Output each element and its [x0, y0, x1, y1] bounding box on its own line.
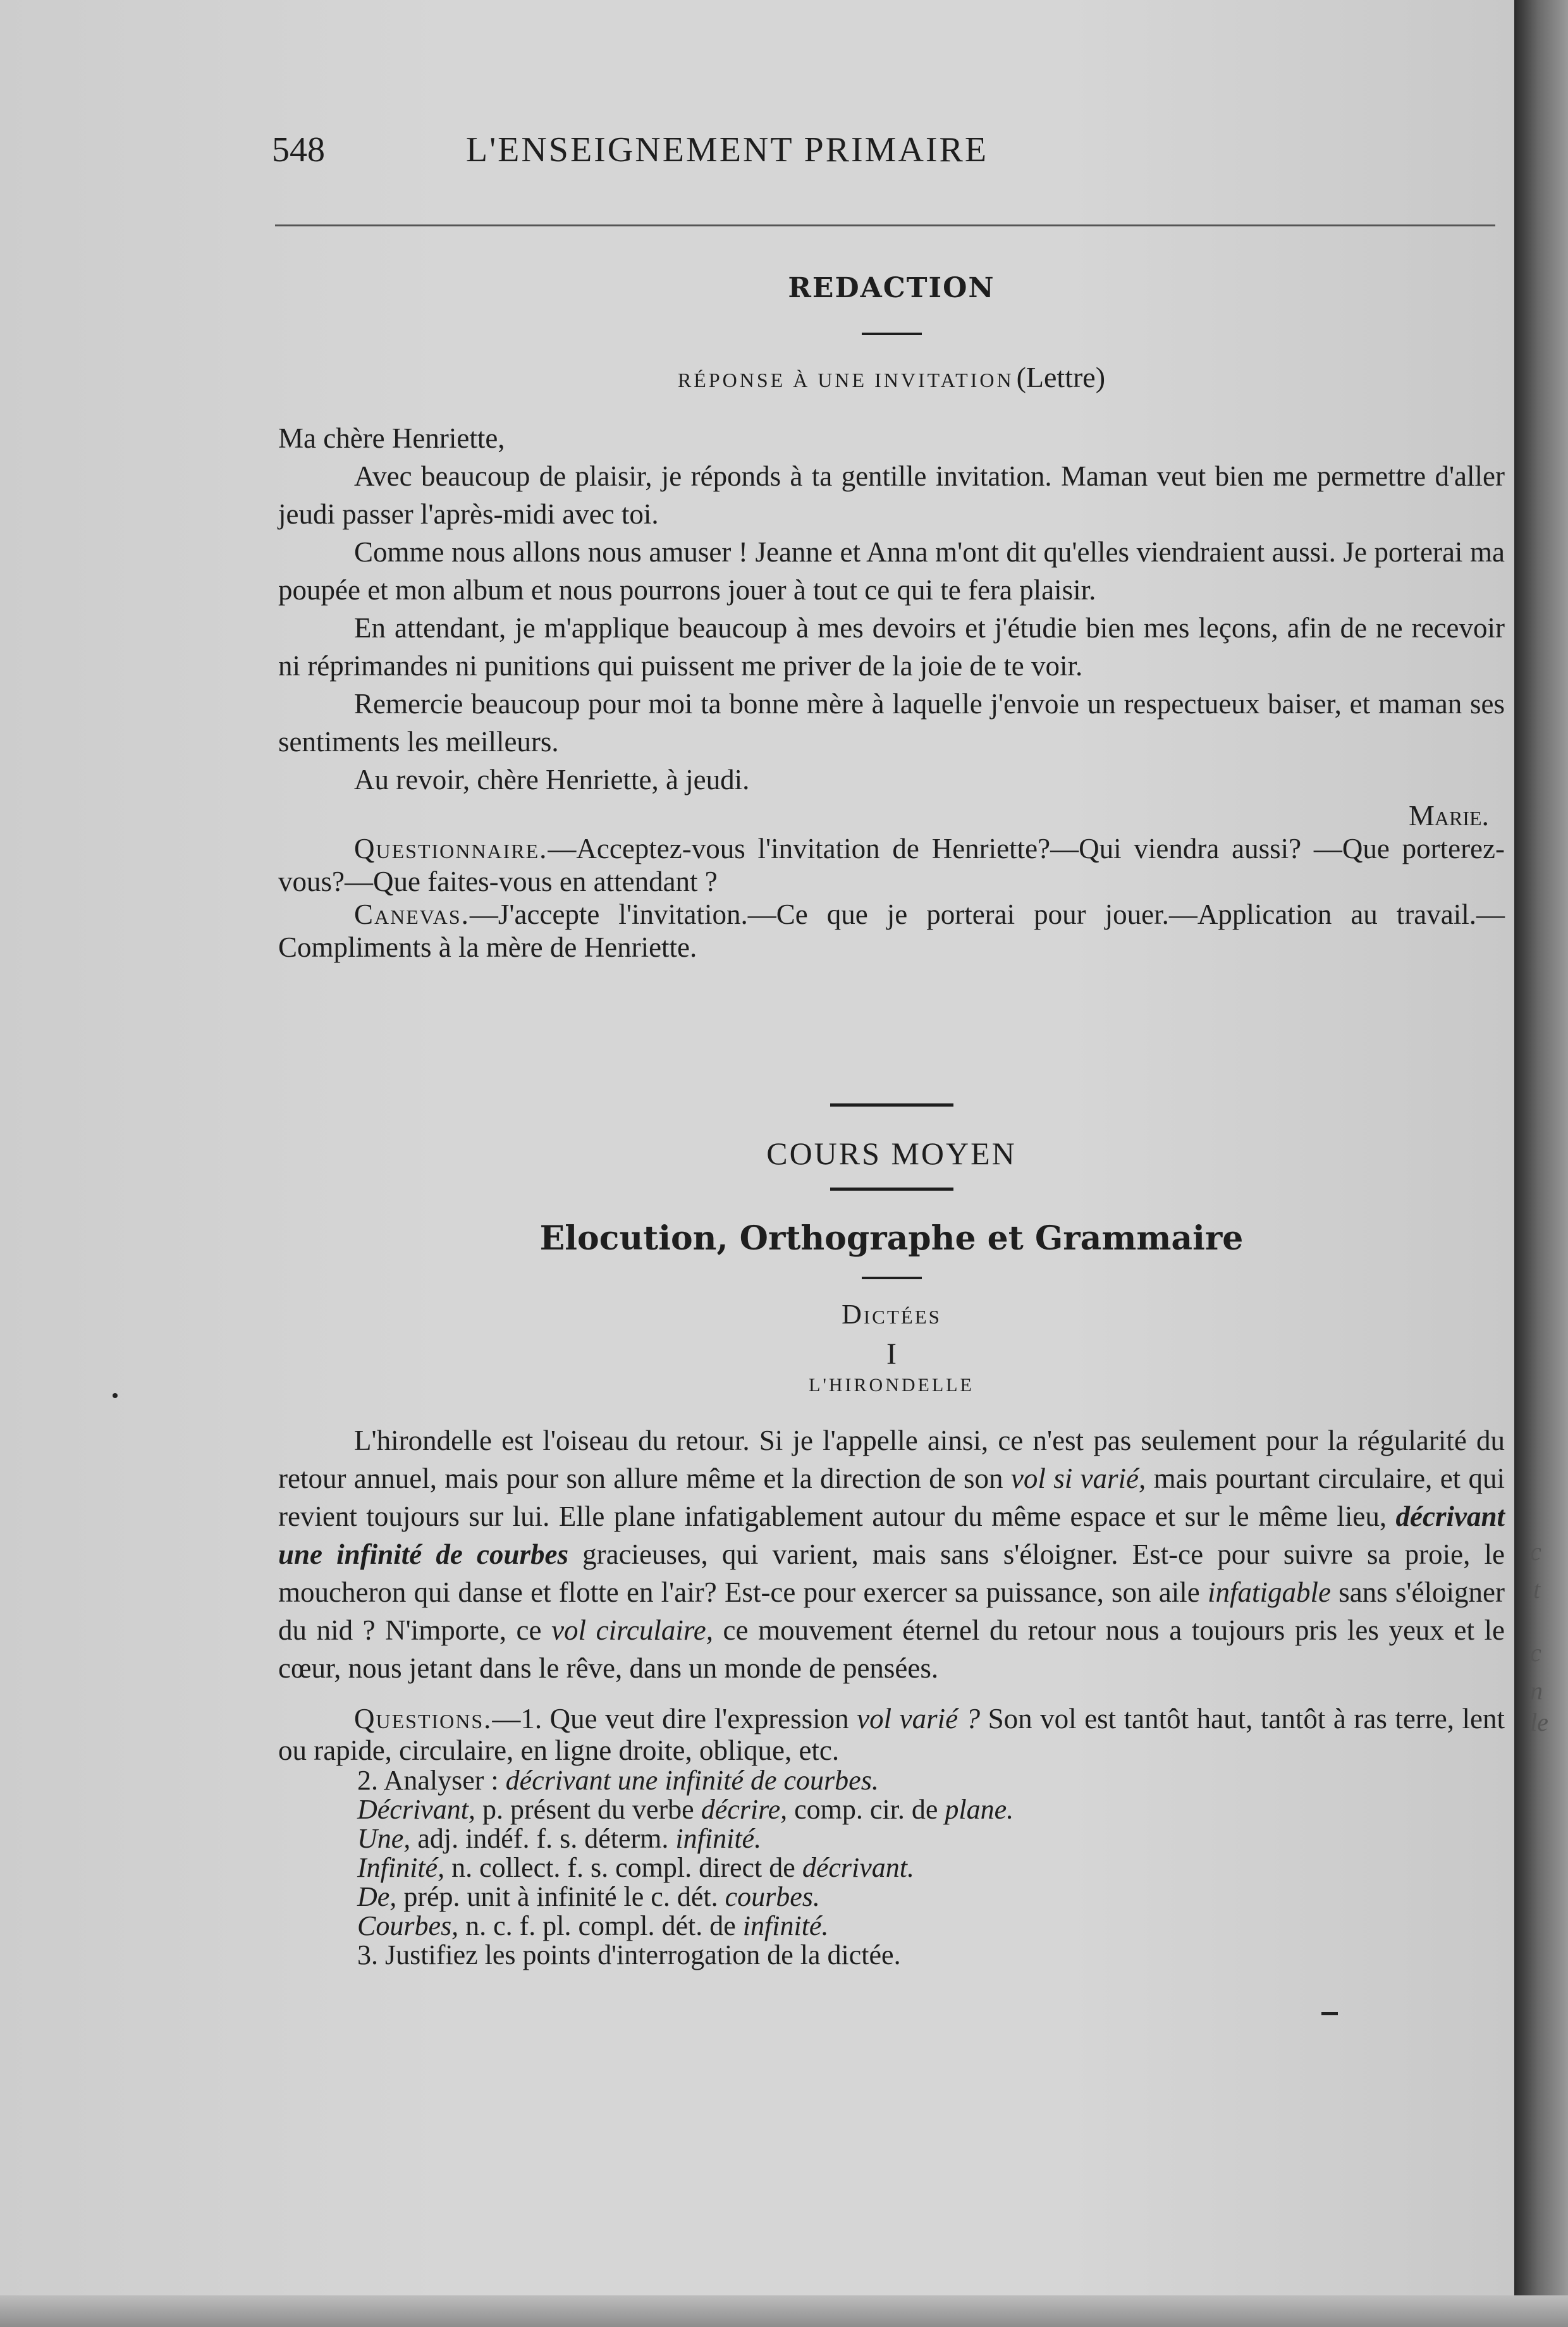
dictee-title: L'HIRONDELLE: [809, 1375, 974, 1396]
divider: [862, 1277, 922, 1279]
questions: Questions.—1. Que veut dire l'expression vol varié ? Son vol est tantôt haut, tantôt à ras terre, lent ou rapide, circulaire, en ligne droite, oblique, etc.: [278, 1703, 1505, 1766]
questionnaire: [278, 832, 1505, 898]
letter-paragraph: En attendant, je m'applique beaucoup à mes devoirs et j'étudie bien mes leçons, afin de ne recevoir ni réprimandes ni punitions qui puissent me priver de la joie de te voir.: [278, 612, 1505, 682]
analysis-line: De, prép. unit à infinité le c. dét. courbes.: [357, 1881, 820, 1912]
dictee-text: L'hirondelle est l'oiseau du retour. Si je l'appelle ainsi, ce n'est pas seulement pour la régularité du retour annuel, mais pour son allure même et la direction de son vol si varié, mais pourtant circulaire, et qui revient toujours sur lui. Elle plane infatigablement autour du même espace et sur le même lieu, décrivant une infinité de courbes gracieuses, qui varient, mais sans s'éloigner. Est-ce pour suivre sa proie, le moucheron qui danse et flotte en l'air? Est-ce pour exercer sa puissance, son aile infatigable sans s'éloigner du nid ? N'importe, ce vol circulaire, ce mouvement éternel du retour nous a toujours pris les yeux et le cœur, nous jetant dans le rêve, dans un monde de pensées.: [278, 1425, 1505, 1684]
subtitle-paren: (Lettre): [1016, 361, 1106, 393]
questionnaire-label: Questionnaire.: [354, 833, 548, 864]
margin-fragment: c: [1530, 1537, 1541, 1566]
cours-moyen-section: [278, 1103, 1505, 1970]
margin-fragment: n: [1530, 1676, 1543, 1705]
letter-paragraph: Au revoir, chère Henriette, à jeudi.: [354, 764, 750, 795]
canevas-label: Canevas.: [354, 899, 470, 930]
margin-fragment: t: [1533, 1575, 1541, 1604]
running-head: [272, 130, 1182, 180]
section-subheading: Elocution, Orthographe et Grammaire: [539, 1219, 1244, 1258]
redaction-section: [278, 272, 1505, 964]
margin-fragment: c: [1530, 1638, 1541, 1667]
section-title: REDACTION: [788, 272, 995, 304]
dictees-heading: Dictées: [842, 1299, 941, 1330]
analysis-line: Infinité, n. collect. f. s. compl. direct de décrivant.: [357, 1852, 914, 1883]
letter-paragraph: Comme nous allons nous amuser ! Jeanne et Anna m'ont dit qu'elles viendraient aussi. Je porterai ma poupée et mon album et nous pourrons jouer à tout ce qui te fera plaisir.: [278, 536, 1505, 606]
book-spine: [1514, 0, 1568, 2327]
letter-paragraph: Avec beaucoup de plaisir, je réponds à ta gentille invitation. Maman veut bien me permettre d'aller jeudi passer l'après-midi avec toi.: [278, 460, 1505, 530]
questions-label: Questions.: [354, 1703, 493, 1735]
page-number: 548: [272, 130, 325, 169]
analysis-line: Décrivant, p. présent du verbe décrire, comp. cir. de plane.: [357, 1794, 1014, 1825]
analysis-line: 2. Analyser : décrivant une infinité de courbes.: [357, 1765, 879, 1796]
divider: [862, 333, 922, 335]
ink-mark: [1321, 2012, 1338, 2015]
canevas: [278, 898, 1505, 964]
analysis-line: Une, adj. indéf. f. s. déterm. infinité.: [357, 1823, 762, 1854]
header-rule: [275, 224, 1495, 226]
section-divider: [830, 1188, 953, 1191]
section-heading: COURS MOYEN: [766, 1136, 1017, 1171]
questionnaire-text: —Acceptez-vous l'invitation de Henriette?—Qui viendra aussi? —Que porterez-vous?—Que faites-vous en attendant ?: [278, 833, 1505, 897]
analysis-line: 3. Justifiez les points d'interrogation de la dictée.: [357, 1939, 901, 1970]
journal-title: L'ENSEIGNEMENT PRIMAIRE: [465, 130, 989, 169]
letter-subtitle: [278, 360, 1505, 394]
ink-speck: [113, 1393, 118, 1398]
page-bottom-edge: [0, 2295, 1568, 2327]
letter-paragraph: Remercie beaucoup pour moi ta bonne mère à laquelle j'envoie un respectueux baiser, et maman ses sentiments les meilleurs.: [278, 688, 1505, 758]
salutation: Ma chère Henriette,: [278, 422, 505, 454]
subtitle-small-caps: RÉPONSE À UNE INVITATION: [677, 369, 1014, 391]
analysis-line: Courbes, n. c. f. pl. compl. dét. de infinité.: [357, 1910, 829, 1941]
section-divider: [830, 1103, 953, 1107]
signature: Marie.: [1408, 799, 1489, 832]
canevas-text: —J'accepte l'invitation.—Ce que je porterai pour jouer.—Application au travail.—Compliments à la mère de Henriette.: [278, 899, 1505, 963]
margin-fragment: le: [1530, 1708, 1548, 1736]
dictee-number: I: [886, 1337, 897, 1371]
